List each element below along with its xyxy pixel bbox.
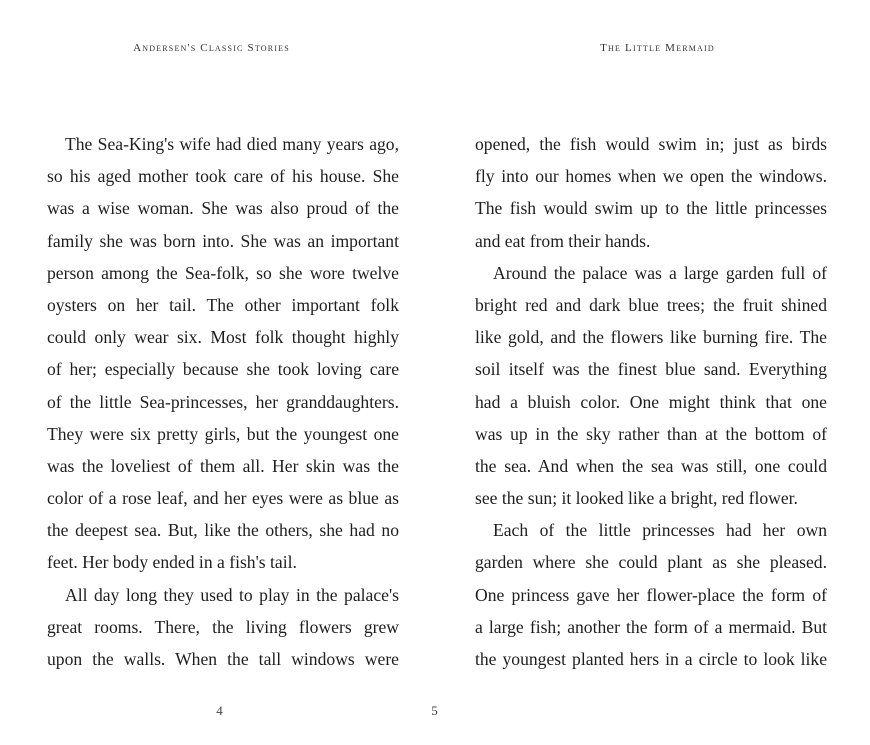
text-line: family she was born into. She was an important [47,230,399,251]
text-line: the deepest sea. But, like the others, she had no [47,520,399,541]
text-line: upon the walls. When the tall windows were [47,649,399,669]
text-line: was up in the sky rather than at the bottom of [475,423,827,444]
text-line: a large fish; another the form of a mermaid. But [475,616,827,637]
text-line: bright red and dark blue trees; the fruit shined [475,294,827,315]
page-number-right: 5 [431,703,438,718]
text-line: could only wear six. Most folk thought highly [47,327,399,348]
text-line: of her; especially because she took loving care [47,359,399,380]
text-line: All day long they used to play in the palace's [65,584,399,605]
text-line: fly into our homes when we open the windows. [475,166,827,187]
text-line: person among the Sea-folk, so she wore twelve [47,262,399,283]
text-line: feet. Her body ended in a fish's tail. [47,552,297,573]
right-page-body-text [475,132,827,679]
text-line: great rooms. There, the living flowers grew [47,616,399,637]
text-line: was the loveliest of them all. Her skin was the [47,455,399,476]
text-line: see the sun; it looked like a bright, red flower. [475,488,798,509]
text-line: the sea. And when the sea was still, one could [475,455,827,476]
text-line: The fish would swim up to the little princesses [475,198,827,219]
text-line: Each of the little princesses had her own [493,520,827,541]
text-line: oysters on her tail. The other important folk [47,294,399,315]
text-line: Around the palace was a large garden full of [493,262,827,283]
text-line: of the little Sea-princesses, her granddaughters. [47,391,399,412]
text-line: They were six pretty girls, but the youngest one [47,423,399,444]
running-head-book-title: Andersen's Classic Stories [133,42,290,54]
running-head-story-title: The Little Mermaid [600,42,715,54]
text-line: garden where she could plant as she pleased. [475,552,827,573]
text-line: so his aged mother took care of his house. She [47,166,399,187]
text-line: like gold, and the flowers like burning fire. The [475,327,827,348]
left-page-body-text [47,132,399,679]
page-number-left: 4 [216,703,223,718]
text-line: color of a rose leaf, and her eyes were as blue as [47,488,399,509]
text-line: was a wise woman. She was also proud of the [47,198,399,219]
text-line: The Sea-King's wife had died many years ago, [65,134,399,154]
text-line: soil itself was the finest blue sand. Everything [475,359,827,380]
text-line: and eat from their hands. [475,230,651,251]
text-line: the youngest planted hers in a circle to look like [475,649,827,669]
text-line: opened, the fish would swim in; just as birds [475,134,827,154]
right-page [431,0,870,745]
text-line: had a bluish color. One might think that one [475,391,827,412]
text-line: One princess gave her flower-place the form of [475,584,827,605]
